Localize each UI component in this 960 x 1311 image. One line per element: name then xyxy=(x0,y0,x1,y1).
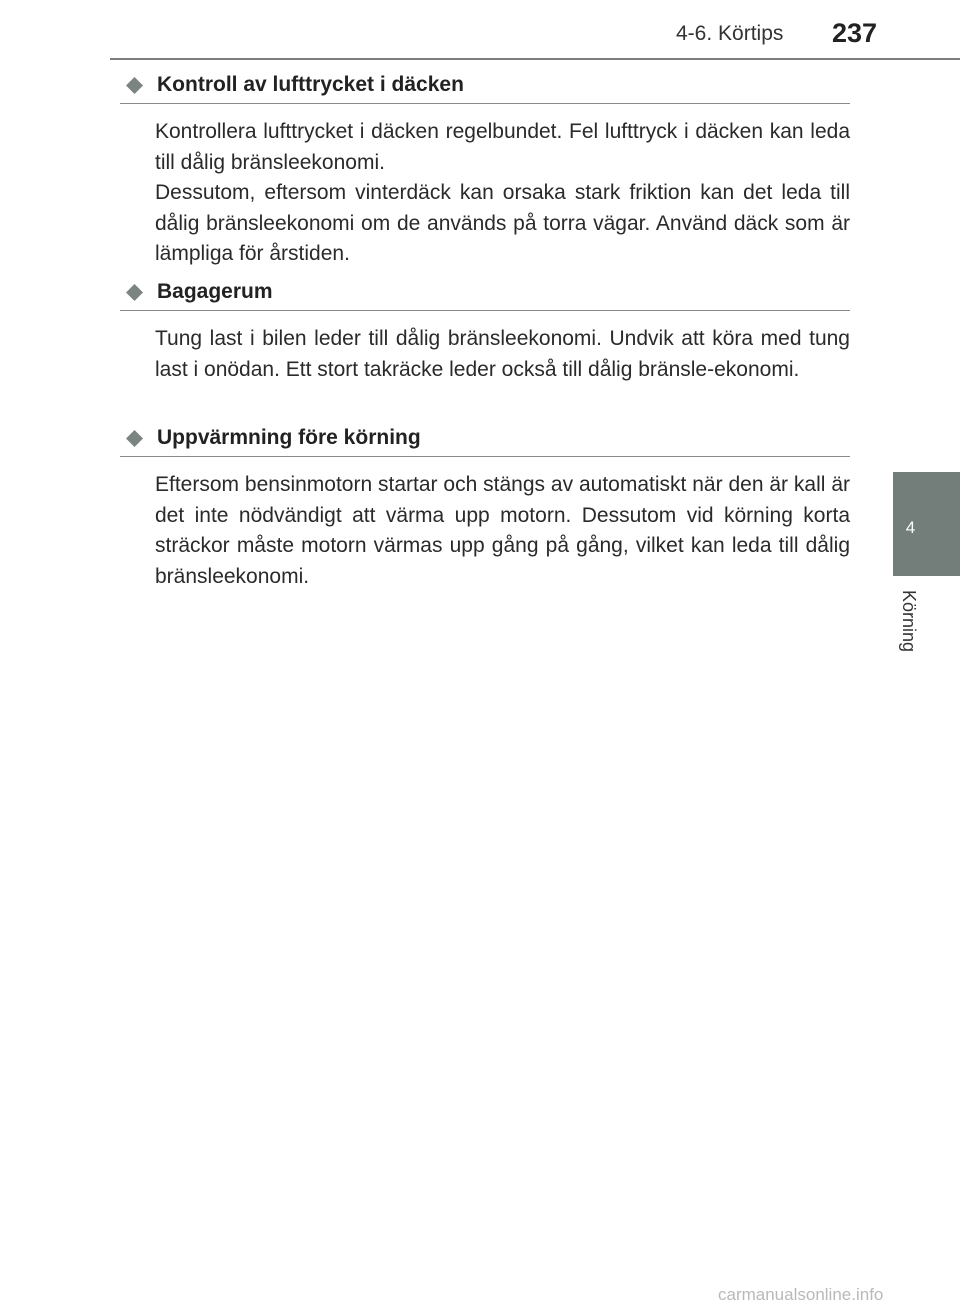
section-body xyxy=(155,470,850,592)
paragraph: Dessutom, eftersom vinterdäck kan orsaka stark friktion kan det leda till dålig bränsleekonomi om de används på torra vägar. Använd däck som är lämpliga för årstiden. xyxy=(155,181,850,266)
section-luggage xyxy=(120,275,850,385)
chapter-side-label: Körning xyxy=(899,590,919,653)
section-body xyxy=(155,117,850,270)
section-heading-text: Bagagerum xyxy=(157,280,273,303)
section-warmup xyxy=(120,421,850,592)
diamond-bullet-icon xyxy=(126,77,143,94)
section-heading-text: Kontroll av lufttrycket i däcken xyxy=(157,73,464,96)
section-heading-divider xyxy=(120,456,850,457)
header-divider xyxy=(110,58,960,60)
paragraph: Kontrollera lufttrycket i däcken regelbundet. Fel lufttryck i däcken kan leda till dålig bränsleekonomi. xyxy=(155,120,850,174)
chapter-tab-number: 4 xyxy=(905,518,916,537)
paragraph: Tung last i bilen leder till dålig bränsleekonomi. Undvik att köra med tung last i onödan. Ett stort takräcke leder också till dålig bränsle-ekonomi. xyxy=(155,327,850,381)
diamond-bullet-icon xyxy=(126,284,143,301)
diamond-bullet-icon xyxy=(126,430,143,447)
section-heading xyxy=(120,68,850,102)
section-heading-divider xyxy=(120,310,850,311)
section-tire-pressure xyxy=(120,68,850,270)
header-section-title: 4-6. Körtips xyxy=(676,22,784,45)
section-heading xyxy=(120,421,850,455)
section-body xyxy=(155,324,850,385)
section-heading xyxy=(120,275,850,309)
page-number: 237 xyxy=(832,18,878,48)
section-heading-text: Uppvärmning före körning xyxy=(157,426,421,449)
section-heading-divider xyxy=(120,103,850,104)
source-watermark: carmanualsonline.info xyxy=(718,1285,884,1304)
paragraph: Eftersom bensinmotorn startar och stängs av automatiskt när den är kall är det inte nödvändigt att värma upp motorn. Dessutom vid körning korta sträckor måste motorn värmas upp gång på gång, vilket kan leda till dålig bränsleekonomi. xyxy=(155,473,850,588)
